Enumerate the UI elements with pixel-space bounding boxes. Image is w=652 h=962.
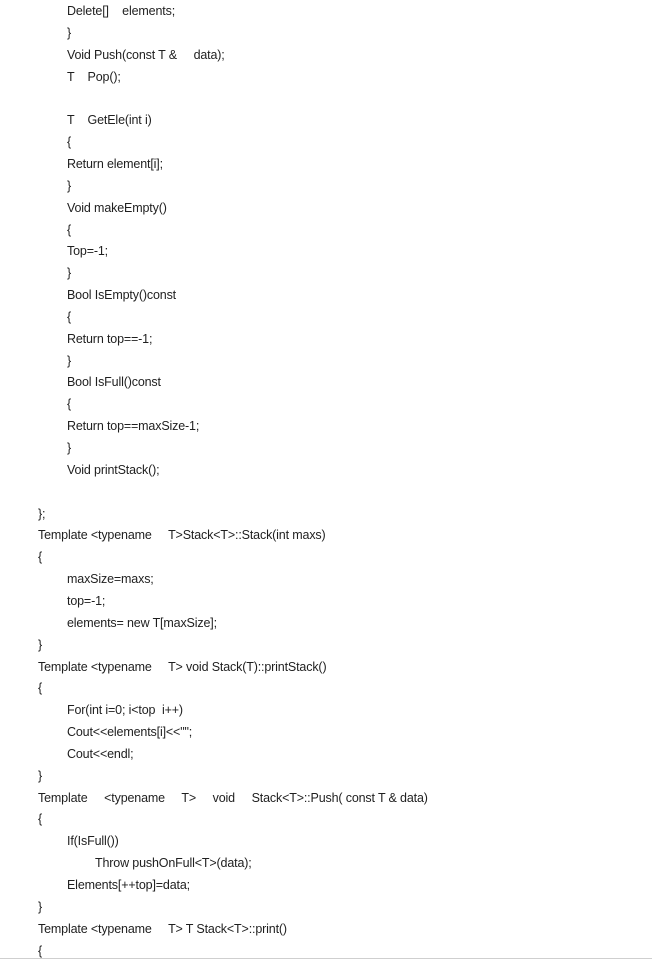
- code-line: };: [38, 506, 46, 521]
- code-line: }: [38, 899, 43, 914]
- code-line: Template <typename T>Stack<T>::Stack(int maxs): [38, 528, 326, 543]
- code-line: }: [38, 768, 43, 783]
- code-line: }: [67, 178, 72, 193]
- code-line: Top=-1;: [67, 244, 108, 259]
- code-line: }: [38, 637, 43, 652]
- code-line: Cout<<endl;: [67, 746, 134, 761]
- code-line: top=-1;: [67, 593, 106, 608]
- code-line: Elements[++top]=data;: [67, 878, 190, 892]
- code-line: Bool IsEmpty()const: [67, 288, 176, 303]
- code-line: elements= new T[maxSize];: [67, 615, 217, 630]
- code-line: {: [67, 309, 72, 324]
- code-line: Return top==maxSize-1;: [67, 419, 200, 434]
- code-line: {: [38, 812, 43, 827]
- code-line: {: [38, 681, 43, 696]
- code-line: T Pop();: [67, 69, 121, 84]
- code-line: If(IsFull()): [67, 834, 119, 849]
- code-line: {: [67, 135, 72, 150]
- code-line: maxSize=maxs;: [67, 572, 154, 587]
- code-line: Return top==-1;: [67, 331, 153, 346]
- code-line: T GetEle(int i): [67, 113, 152, 128]
- code-line: {: [67, 222, 72, 237]
- code-line: {: [38, 550, 43, 565]
- code-line: Void Push(const T & data);: [67, 47, 225, 62]
- code-line: }: [67, 353, 72, 368]
- code-line: Cout<<elements[i]<<"";: [67, 725, 193, 740]
- page-bottom-border: [0, 958, 652, 959]
- code-line: Template <typename T> void Stack<T>::Push( const T & data): [38, 790, 428, 805]
- code-line: Bool IsFull()const: [67, 375, 161, 390]
- code-line: Void printStack();: [67, 462, 160, 477]
- code-line: {: [38, 943, 43, 958]
- code-line: Throw pushOnFull<T>(data);: [95, 856, 252, 871]
- code-line: Void makeEmpty(): [67, 200, 167, 215]
- code-line: Template <typename T> void Stack(T)::printStack(): [38, 659, 327, 674]
- code-line: }: [67, 25, 72, 40]
- code-line: Template <typename T> T Stack<T>::print(): [38, 921, 287, 936]
- code-line: Return element[i];: [67, 156, 163, 171]
- code-line: }: [67, 441, 72, 455]
- code-line: }: [67, 266, 72, 281]
- code-line: Delete[] elements;: [67, 4, 176, 18]
- code-line: {: [67, 397, 72, 412]
- code-line: For(int i=0; i<top i++): [67, 703, 183, 718]
